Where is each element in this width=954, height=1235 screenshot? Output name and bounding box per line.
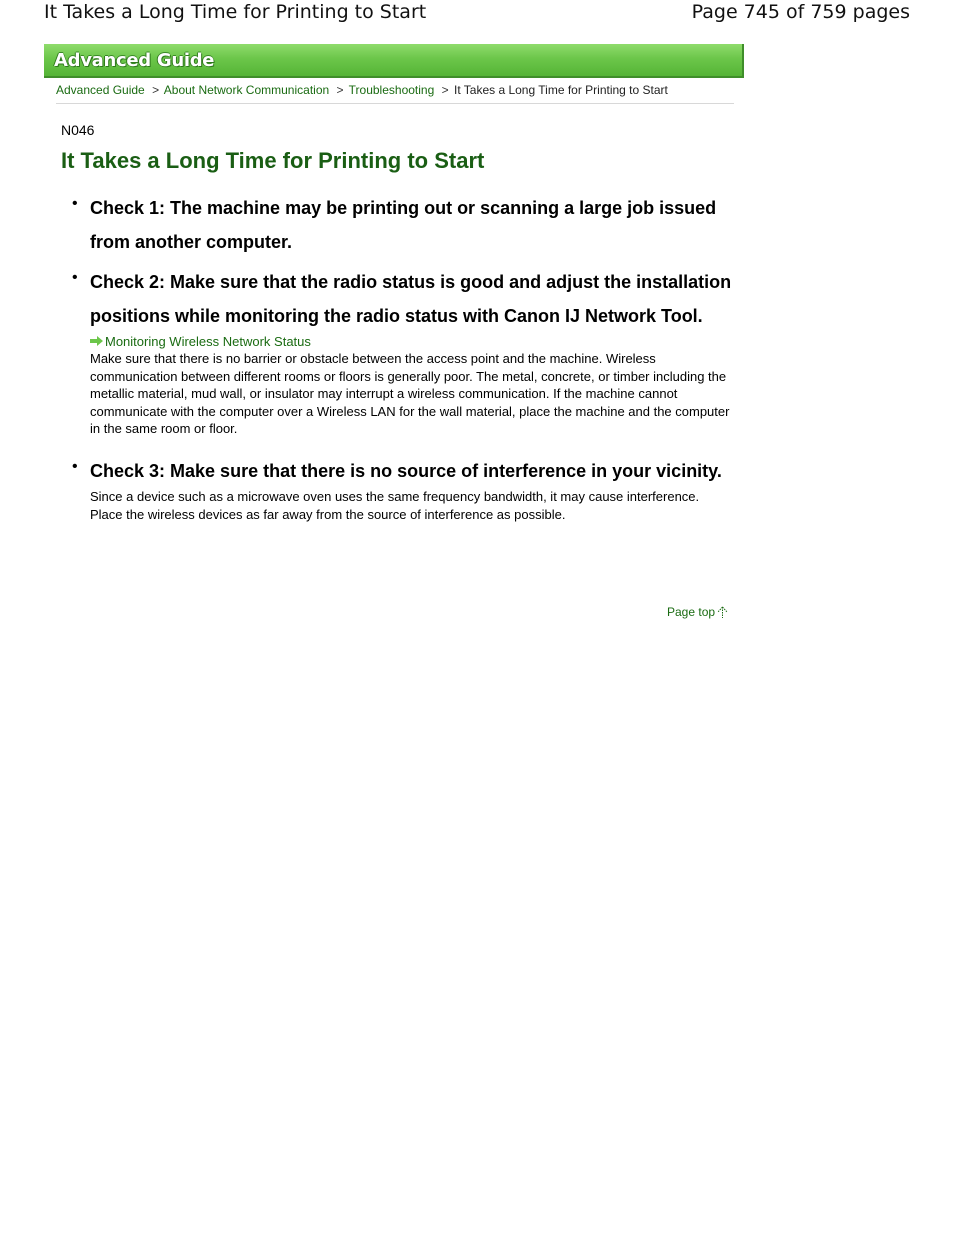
advanced-guide-banner (44, 44, 744, 78)
breadcrumb-link-advanced-guide[interactable]: Advanced Guide (56, 83, 145, 97)
bullet-icon: • (72, 269, 78, 286)
arrow-up-icon (717, 606, 728, 618)
breadcrumb-current: It Takes a Long Time for Printing to Start (453, 83, 668, 97)
page-count: Page 745 of 759 pages (691, 1, 910, 23)
breadcrumb (56, 83, 734, 104)
check-item-3 (72, 454, 732, 523)
check-heading: Check 3: Make sure that there is no source of interference in your vicinity. (90, 460, 722, 481)
page-header (0, 0, 954, 26)
related-link-row (90, 333, 732, 350)
monitoring-wireless-network-status-link[interactable]: Monitoring Wireless Network Status (105, 334, 311, 349)
breadcrumb-separator: > (152, 83, 160, 97)
check-list (72, 191, 732, 529)
breadcrumb-link-about-network-communication[interactable]: About Network Communication (163, 83, 330, 97)
arrow-right-icon (90, 336, 103, 346)
bullet-icon: • (72, 457, 78, 475)
page-top-link[interactable] (667, 605, 728, 619)
breadcrumb-link-troubleshooting[interactable]: Troubleshooting (348, 83, 435, 97)
bullet-icon: • (72, 195, 78, 212)
check-body: Since a device such as a microwave oven uses the same frequency bandwidth, it may cause interference. Place the wireless devices as far away from the source of interference as possible. (90, 488, 700, 522)
breadcrumb-separator: > (441, 83, 449, 97)
page-top-label: Page top (667, 605, 716, 619)
check-body: Make sure that there is no barrier or obstacle between the access point and the machine. Wireless communication between different rooms or floors is generally poor. The metal, concrete, or timber including the metallic material, mud wall, or insulator may interrupt a wireless communication. If the machine cannot communicate with the computer over a Wireless LAN for the wall material, place the machine and the computer in the same room or floor. (90, 351, 730, 437)
check-item-2 (72, 265, 732, 438)
breadcrumb-separator: > (336, 83, 344, 97)
banner-label: Advanced Guide (54, 50, 215, 71)
document-title: It Takes a Long Time for Printing to Start (44, 1, 427, 23)
document-id: N046 (61, 122, 95, 138)
check-item-1 (72, 191, 732, 259)
page-title: It Takes a Long Time for Printing to Start (61, 148, 485, 173)
check-heading: Check 1: The machine may be printing out or scanning a large job issued from another computer. (90, 198, 717, 252)
check-heading: Check 2: Make sure that the radio status is good and adjust the installation positions while monitoring the radio status with Canon IJ Network Tool. (90, 272, 732, 326)
